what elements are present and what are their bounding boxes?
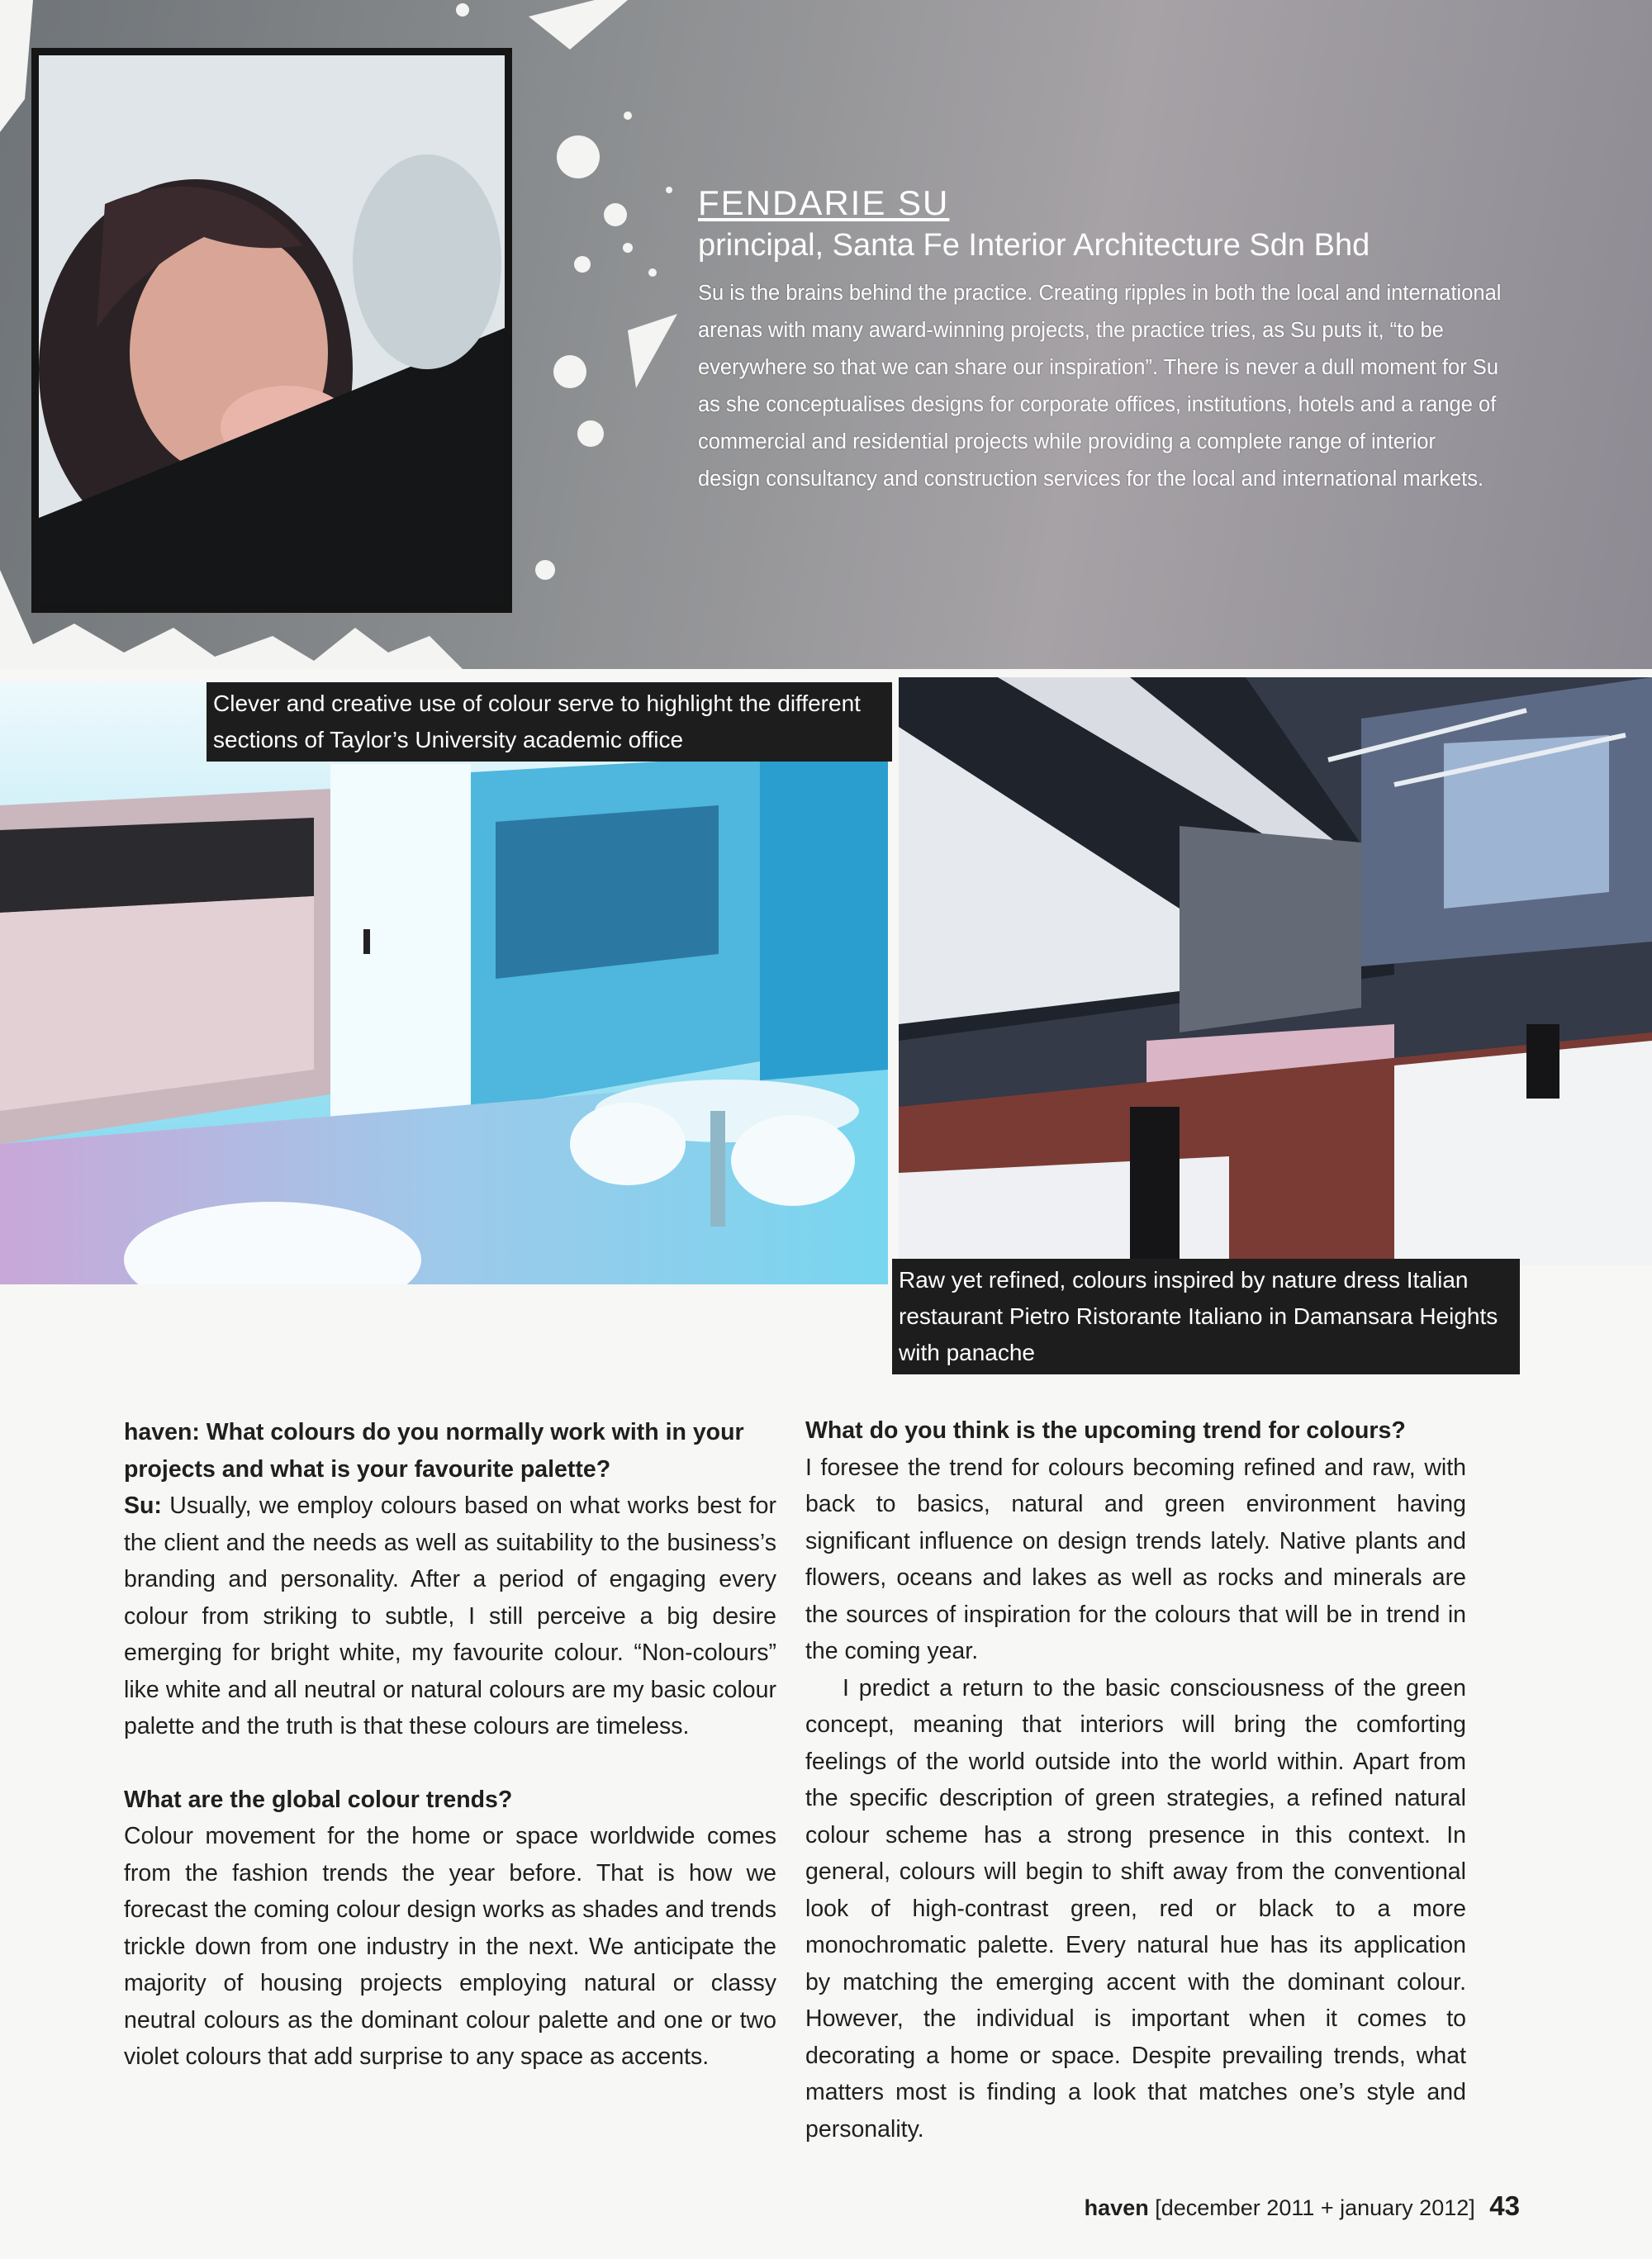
question-3: What do you think is the upcoming trend for colours?	[805, 1417, 1406, 1444]
profile-bio: Su is the brains behind the practice. Creating ripples in both the local and international arenas with many award-winning projects, the practice tries, as Su puts it, “to be everywhere so that we can share our inspiration”. There is never a dull moment for Su as she conceptualises designs for corporate offices, institutions, hotels and a range of commercial and residential projects while providing a complete range of interior design consultancy and construction services for the local and international markets.	[698, 282, 1502, 491]
question-2: What are the global colour trends?	[124, 1786, 513, 1813]
profile-role: principal, Santa Fe Interior Architecture Sdn Bhd	[698, 228, 1370, 263]
profile-name: FENDARIE SU	[698, 183, 950, 222]
paragraph-gap	[124, 1745, 776, 1782]
question-1: haven: What colours do you normally work with in your projects and what is your favourite palette?	[124, 1419, 744, 1483]
answer-speaker: Su:	[124, 1493, 162, 1519]
answer-2: Colour movement for the home or space worldwide comes from the fashion trends the year before. That is how we forecast the coming colour design works as shades and trends trickle down from one industry in the next. We anticipate the majority of housing projects employing natural or classy neutral colours as the dominant colour palette and one or two violet colours that add surprise to any space as accents.	[124, 1823, 776, 2070]
office-photo-caption: Clever and creative use of colour serve to highlight the different sections of Taylor’s University academic office	[206, 682, 892, 762]
issue-date: [december 2011 + january 2012]	[1155, 2195, 1475, 2220]
office-photo	[0, 681, 888, 1284]
answer-1-text: Usually, we employ colours based on what works best for the client and the needs as well as suitability to the business’s branding and personality. After a period of engaging every colour from striking to subtle, I still perceive a big desire emerging for bright white, my favourite colour. “Non-colours” like white and all neutral or natural colours are my basic colour palette and the truth is that these colours are timeless.	[124, 1493, 777, 1739]
restaurant-photo-caption: Raw yet refined, colours inspired by nature dress Italian restaurant Pietro Ristorante Italiano in Damansara Heights with panache	[892, 1259, 1520, 1374]
article-column-left	[124, 1414, 776, 2076]
page-number: 43	[1489, 2190, 1520, 2221]
page-footer	[1085, 2190, 1520, 2222]
answer-3: I foresee the trend for colours becoming refined and raw, with back to basics, natural and green environment having significant influence on design trends lately. Native plants and flowers, oceans and lakes as well as rocks and minerals are the sources of inspiration for the colours that will be in trend in the coming year.	[805, 1454, 1466, 1664]
answer-1	[124, 1488, 776, 1745]
profile-block	[698, 183, 1524, 498]
profile-header	[0, 0, 1652, 669]
article-column-right	[805, 1412, 1466, 2147]
restaurant-illustration	[899, 677, 1652, 1265]
office-illustration	[0, 681, 888, 1284]
portrait-photo	[31, 48, 512, 613]
magazine-name: haven	[1084, 2195, 1149, 2220]
restaurant-photo	[899, 677, 1652, 1265]
portrait-illustration	[39, 55, 505, 605]
answer-3-continued: I predict a return to the basic consciousness of the green concept, meaning that interiors will bring the comforting feelings of the world outside into the world within. Apart from the specific description of green strategies, a refined natural colour scheme has a strong presence in this context. In general, colours will begin to shift away from the conventional look of high-contrast green, red or black to a more monochromatic palette. Every natural hue has its application by matching the emerging accent with the dominant colour. However, the individual is important when it comes to decorating a home or space. Despite prevailing trends, what matters most is finding a look that matches one’s style and personality.	[805, 1674, 1466, 2143]
